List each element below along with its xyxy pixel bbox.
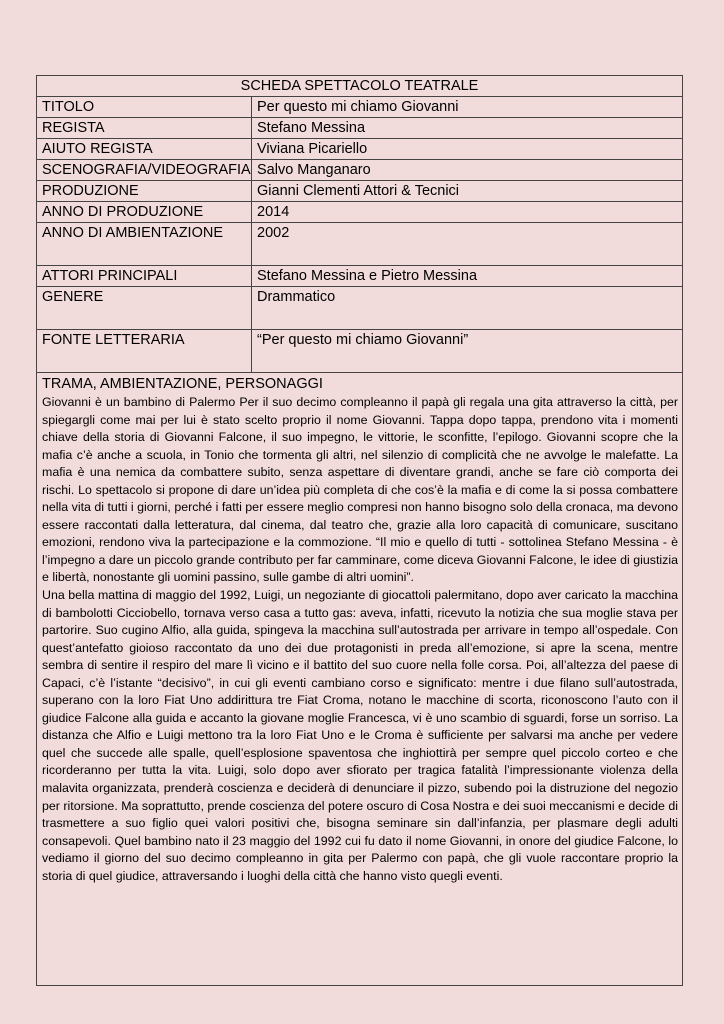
trama-paragraph: Una bella mattina di maggio del 1992, Luigi, un negoziante di giocattoli palermitano, dopo aver caricato la macchina di bambolotti Cicciobello, tornava verso casa a tutto gas: aveva, infatti, ricevuto la notizia che sua moglie stava per partorire. Suo cugino Alfio, alla guida, spingeva la macchina sull’autostrada per arrivare in tempo all’ospedale. Con quest’antefatto gioioso raccontato da uno dei due protagonisti in preda all’emozione, si apre la scena, mentre sembra di sentire il respiro del mare lì vicino e il battito del suo cuore nella folle corsa. Poi, all’altezza del paese di Capaci, c’è l’istante “decisivo”, in cui gli eventi cambiano corso e significato: mentre i due filano sull’autostrada, superano con la loro Fiat Uno addirittura tre Fiat Croma, notano le macchine di scorta, riconoscono l’auto con il giudice Falcone alla guida e accanto la giovane moglie Francesca, vi è uno scambio di sguardi, forse un sorriso. La distanza che Alfio e Luigi mettono tra la loro Fiat Uno e le Croma è sufficiente per salvarsi ma anche per vedere quel che succede alle spalle, quell’esplosione spaventosa che inghiottirà per sempre quel piccolo corteo e che ricorderanno per tutta la vita. Luigi, solo dopo aver sfiorato per tragica fatalità l’impressionante violenza della malavita organizzata, prenderà coscienza e deciderà di denunciare il pizzo, subendo poi la distruzione del negozio per ritorsione. Ma soprattutto, prende coscienza del potere oscuro di Cosa Nostra e dei suoi meccanismi e decide di trasmettere a suo figlio quei valori positivi che, bisogna seminare sin dall’infanzia, per plasmare degli adulti consapevoli. Quel bambino nato il 23 maggio del 1992 cui fu dato il nome Giovanni, in onore del giudice Falcone, lo vediamo il giorno del suo decimo compleanno in gita per Palermo con papà, che gli vuole raccontare proprio la storia di quel giudice, attraversando i luoghi della città che hanno visto quegli eventi. <box>42 588 679 883</box>
table-row <box>37 160 683 181</box>
table-row <box>37 139 683 160</box>
row-value: Drammatico <box>252 287 683 330</box>
table-row <box>37 202 683 223</box>
row-value: 2014 <box>252 202 683 223</box>
row-label: ANNO DI PRODUZIONE <box>37 202 252 223</box>
table-row <box>37 223 683 266</box>
row-label: ANNO DI AMBIENTAZIONE <box>37 223 252 266</box>
table-row <box>37 266 683 287</box>
trama-paragraph: Giovanni è un bambino di Palermo Per il suo decimo compleanno il papà gli regala una gita attraverso la città, per spiegargli come mai per lui è stato scelto proprio il nome Giovanni. Tappa dopo tappa, prendono vita i momenti chiave della storia di Giovanni Falcone, il suo impegno, le vittorie, le sconfitte, l’epilogo. Giovanni scopre che la mafia c’è anche a scuola, in Tonio che tormenta gli altri, nel silenzio di complicità che ne avvolge le malefatte. La mafia è una nemica da combattere subito, senza aspettare di diventare grandi, anche se fare ciò comporta dei rischi. Lo spettacolo si propone di dare un’idea più completa di che cos’è la mafia e di come la si possa combattere nella vita di tutti i giorni, perché i fatti per essere meglio compresi non hanno bisogno solo della cronaca, ma devono essere raccontati dalla letteratura, dal cinema, dal teatro che, grazie alla loro capacità di comunicare, suscitano emozioni, rendono viva la partecipazione e la commozione. “Il mio e quello di tutti - sottolinea Stefano Messina - è l’impegno a dare un piccolo grande contributo per far camminare, come diceva Giovanni Falcone, le idee di giustizia e libertà, nonostante gli uomini passino, sulle gambe di altri uomini”. <box>42 395 679 585</box>
trama-title: TRAMA, AMBIENTAZIONE, PERSONAGGI <box>42 376 323 392</box>
row-label: FONTE LETTERARIA <box>37 330 252 373</box>
table-row <box>37 181 683 202</box>
scheda-table <box>36 75 683 986</box>
row-label: REGISTA <box>37 118 252 139</box>
row-value: Per questo mi chiamo Giovanni <box>252 97 683 118</box>
table-row <box>37 118 683 139</box>
row-label: PRODUZIONE <box>37 181 252 202</box>
trama-row <box>37 373 683 986</box>
row-value: Stefano Messina e Pietro Messina <box>252 266 683 287</box>
table-header: SCHEDA SPETTACOLO TEATRALE <box>37 76 683 97</box>
row-value: “Per questo mi chiamo Giovanni” <box>252 330 683 373</box>
table-row <box>37 97 683 118</box>
header-row <box>37 76 683 97</box>
row-value: Salvo Manganaro <box>252 160 683 181</box>
row-value: Stefano Messina <box>252 118 683 139</box>
trama-cell <box>37 373 683 986</box>
row-label: ATTORI PRINCIPALI <box>37 266 252 287</box>
table-row <box>37 287 683 330</box>
row-label: GENERE <box>37 287 252 330</box>
row-value: 2002 <box>252 223 683 266</box>
table-row <box>37 330 683 373</box>
row-label: TITOLO <box>37 97 252 118</box>
row-label: SCENOGRAFIA/VIDEOGRAFIA <box>37 160 252 181</box>
row-label: AIUTO REGISTA <box>37 139 252 160</box>
row-value: Gianni Clementi Attori & Tecnici <box>252 181 683 202</box>
row-value: Viviana Picariello <box>252 139 683 160</box>
